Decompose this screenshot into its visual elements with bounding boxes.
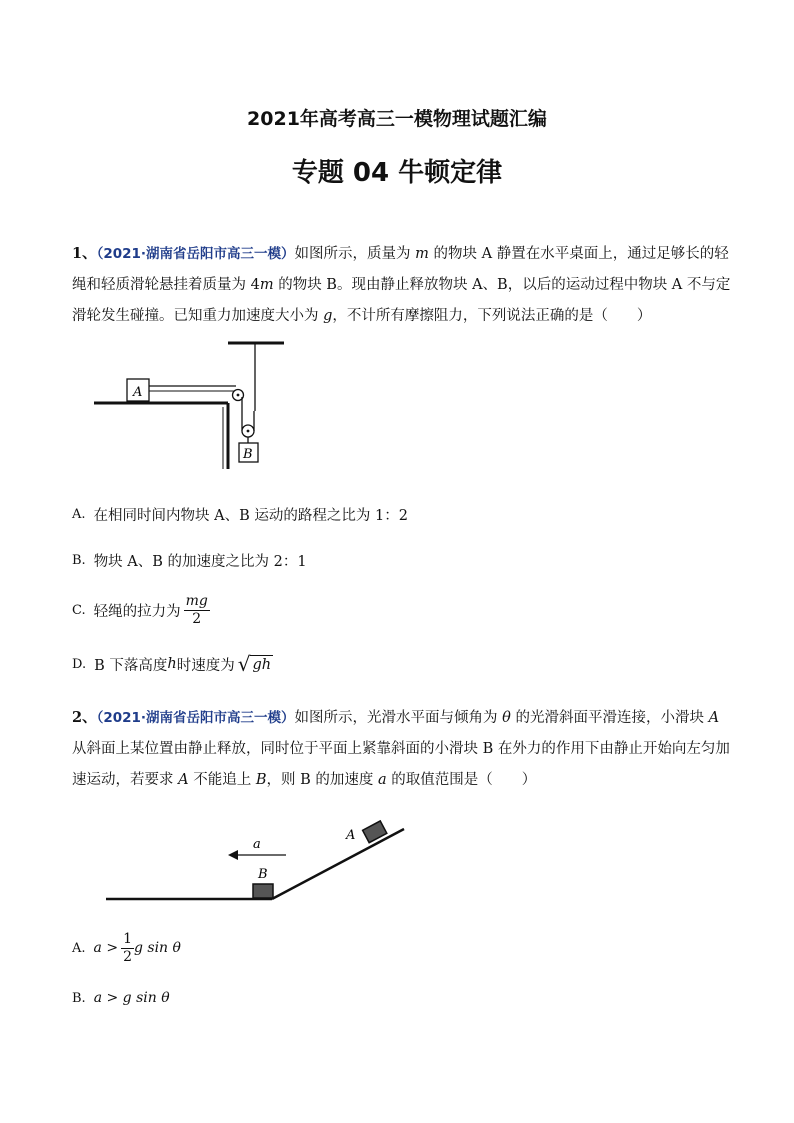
q2-text-part: ，则 B 的加速度: [266, 772, 378, 788]
question-2-number: 2、: [72, 709, 97, 726]
q1-text-part: 的物块 B。现由静止释放物块 A、B，以后的运动过程中物块 A 不与定滑轮发生碰撞。已知重力加速度大小为: [72, 277, 731, 324]
option-math: a >: [93, 940, 119, 956]
option-math: a > g sin θ: [93, 990, 170, 1006]
var-b-block: B: [255, 772, 267, 788]
option-letter: A.: [72, 506, 86, 522]
acceleration-label: a: [253, 837, 261, 852]
var-theta: θ: [502, 710, 511, 726]
option-letter: A.: [72, 940, 86, 956]
q2-text-part: 的光滑斜面平滑连接，小滑块: [510, 710, 709, 726]
option-letter: C.: [72, 602, 86, 618]
option-math: g sin θ: [133, 940, 181, 956]
q2-option-a[interactable]: [72, 928, 181, 968]
document-title: 2021年高考高三一模物理试题汇编: [247, 108, 547, 130]
var-a-block: A: [178, 772, 189, 788]
fraction-numerator: 1: [123, 930, 132, 947]
block-a-label: A: [133, 385, 143, 400]
fraction-mg-over-2: [184, 593, 210, 628]
q2-text-part: 的取值范围是（ ）: [386, 772, 537, 788]
option-text: 时速度为: [176, 657, 235, 674]
option-text: 轻绳的拉力为: [93, 603, 181, 620]
var-acceleration: a: [377, 772, 387, 788]
arrow-left-icon: [228, 850, 238, 860]
fraction-denominator: 2: [192, 610, 202, 627]
q1-option-d[interactable]: [72, 644, 273, 684]
q1-var-g: g: [323, 308, 333, 324]
topic-title: 专题 04 牛顿定律: [291, 158, 503, 188]
option-letter: B.: [72, 552, 86, 568]
question-1-figure: [90, 335, 300, 475]
q2-text-part: 如图所示，光滑水平面与倾角为: [294, 710, 503, 726]
question-1-number: 1、: [72, 245, 97, 262]
q2-text-part: 从斜面上某位置由静止释放，同时位于平面上紧靠斜面的小滑块 B 在外力的作用下由静止开始向左匀加速运动，若要求: [72, 741, 730, 788]
q1-text-part: 的物块 A 静置在水平桌面上，通过足够长的轻绳和轻质滑轮悬挂着质量为 4: [72, 246, 729, 293]
radicand: gh: [252, 656, 272, 673]
block-a-label: A: [346, 828, 356, 843]
question-2-figure: [100, 815, 420, 910]
q2-option-b[interactable]: [72, 978, 170, 1018]
fraction-numerator: mg: [185, 592, 208, 609]
question-1-text: [72, 238, 732, 332]
q1-text-part: ，不计所有摩擦阻力，下列说法正确的是（ ）: [332, 308, 652, 324]
fraction-1-over-2: [121, 931, 134, 966]
question-1-source: （2021·湖南省岳阳市高三一模）: [96, 246, 295, 262]
q2-text-part: 不能追上: [188, 772, 256, 788]
radical-sign: √: [237, 652, 251, 676]
var-a-block: A: [708, 710, 720, 726]
option-text: 物块 A、B 的加速度之比为 2：1: [93, 553, 307, 570]
fraction-denominator: 2: [123, 948, 132, 965]
var-h: h: [167, 656, 177, 672]
question-2-source: （2021·湖南省岳阳市高三一模）: [96, 710, 295, 726]
q1-option-c[interactable]: [72, 590, 210, 630]
question-2-text: [72, 702, 732, 796]
option-text: B 下落高度: [94, 657, 168, 674]
option-letter: B.: [72, 990, 86, 1006]
sqrt-gh: [238, 654, 273, 674]
q1-option-a[interactable]: [72, 494, 408, 534]
option-letter: D.: [72, 656, 87, 672]
q1-var-m: m: [259, 277, 274, 293]
q1-var-m: m: [415, 246, 429, 262]
block-b: [253, 884, 273, 898]
block-b-label: B: [258, 867, 268, 882]
block-b-label: B: [243, 447, 253, 462]
q1-option-b[interactable]: [72, 540, 307, 580]
option-text: 在相同时间内物块 A、B 运动的路程之比为 1：2: [93, 507, 408, 524]
q1-text-part: 如图所示，质量为: [294, 246, 416, 262]
